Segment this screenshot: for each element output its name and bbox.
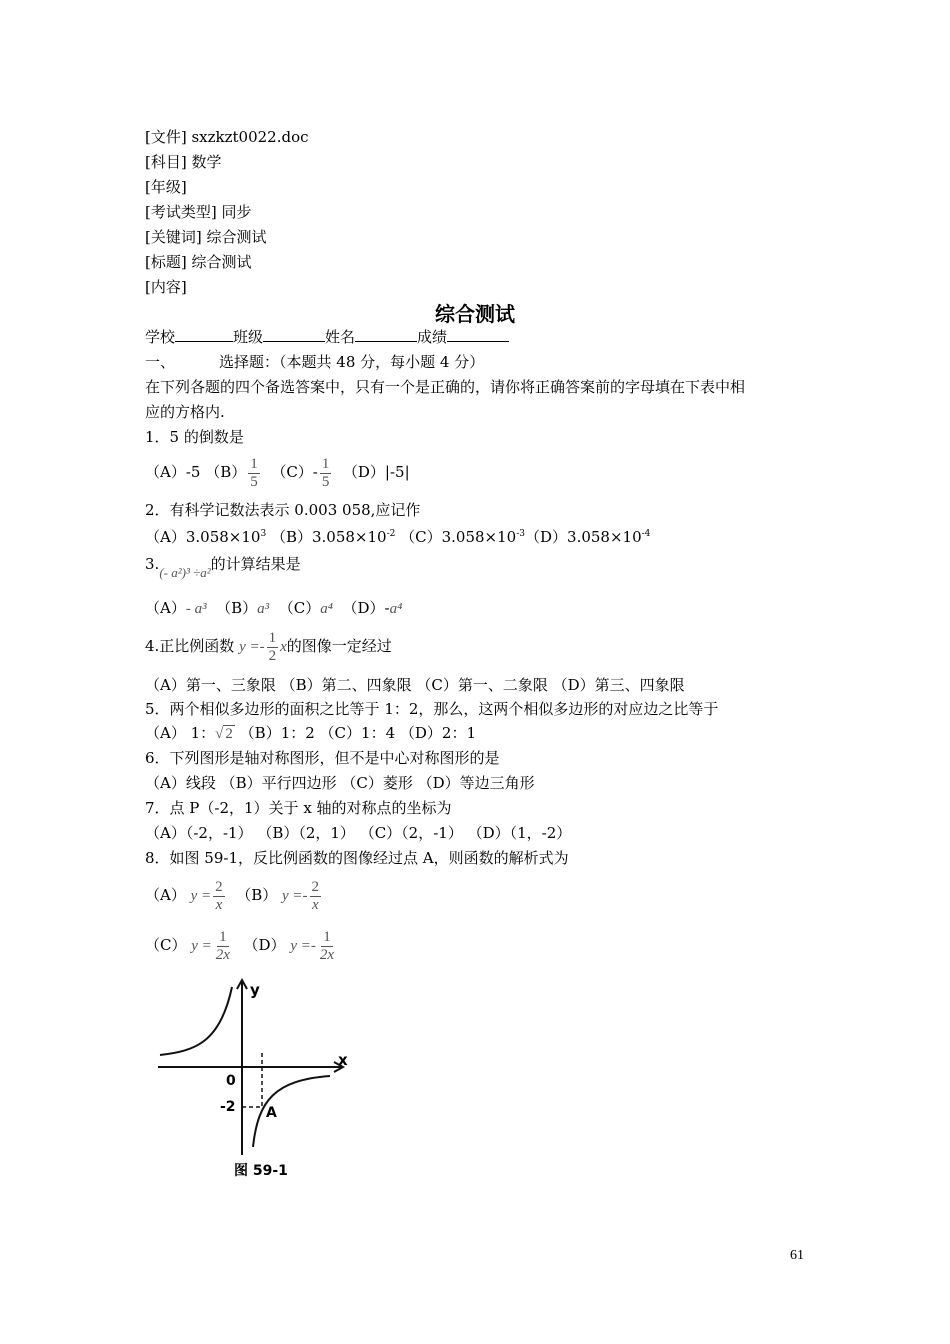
meta-grade: [年级] [145,178,187,196]
q7-options: （A）（-2，-1） （B）（2，1） （C）（2，-1） （D）（1，-2） [145,824,572,842]
q8-option-c: （C） [145,936,187,954]
q3-expression: (- a²)³ ÷a² [159,565,211,580]
q4-lead: 4.正比例函数 [145,637,235,655]
info-name: 姓名 [325,328,356,346]
page-number: 61 [790,1248,804,1263]
q1-options [145,452,410,492]
branch-upper-left [160,987,232,1055]
page-title: 综合测试 [435,302,515,326]
q5-options [145,723,476,744]
figure-caption: 图 59-1 [234,1163,288,1179]
q1-option-c-fraction: $\frac{1}{5}$ [321,455,330,490]
q8-options-cd: （C） y = $\frac{1}{2x}$ （D） y =- $\frac{1}{2x}$ [145,928,335,963]
q1-option-d: （D）|-5| [342,463,410,481]
q3-option-d: （D）- [342,599,390,617]
q2-option-b: （B）3.058×10 [270,528,387,546]
q2-option-a: （A）3.058×10 [145,528,261,546]
q2-options: $(A)3.058\times 10^3$ $(B)3.058\times 10^{-2}$ $(C)3.058\times 10^{-3}(D)3.058\times 10^{-4}$ [145,528,651,546]
q5-sqrt: √ 2 [215,726,233,742]
q6-stem: 6．下列图形是轴对称图形，但不是中心对称图形的是 [145,749,500,767]
info-score: 成绩 [417,328,448,346]
y-axis-label: y [250,981,260,999]
info-class: 班级 [233,328,264,346]
info-school: 学校 [145,328,176,346]
q3-option-b: （B） [216,599,258,617]
section1-text: 选择题：（本题共 48 分，每小题 4 分） [219,353,485,371]
x-axis-label: x [338,1051,348,1069]
q3-option-c: （C） [278,599,321,617]
q2-stem: 2．有科学记数法表示 0.003 058,应记作 [145,501,421,519]
q4-options: （A）第一、三象限 （B）第二、四象限 （C）第一、二象限 （D）第三、四象限 [145,676,685,694]
q4-fraction: $\frac{1}{2}$ [268,629,277,664]
q1-option-b-fraction: $\frac{1}{5}$ [250,455,258,490]
tick-label: -2 [220,1099,236,1115]
q8-stem: 8．如图 59-1，反比例函数的图像经过点 A，则函数的解析式为 [145,849,569,867]
instructions-line2: 应的方格内. [145,403,225,421]
q8-option-a: （A） [145,886,186,904]
figure-59-1 [150,975,360,1185]
q8-options-ab: （A） y = $\frac{2}{x}$ （B） y =- $\frac{2}{x}$ [145,878,320,913]
q3-stem [145,550,301,587]
q1-stem: 1．5 的倒数是 [145,428,244,446]
meta-content: [内容] [145,278,187,296]
q2-option-d: （D）3.058×10 [525,528,642,546]
q4-tail: 的图像一定经过 [286,637,392,655]
q6-options: （A）线段 （B）平行四边形 （C）菱形 （D）等边三角形 [145,774,535,792]
meta-keywords: [关键词] 综合测试 [145,228,267,246]
origin-label: 0 [226,1073,236,1089]
section1-heading [145,352,484,372]
q8-option-d: （D） [243,936,286,954]
q5-options-rest: （B）1：2 （C）1：4 （D）2：1 [239,724,476,742]
q5-option-a: （A） 1： [145,724,216,742]
q3-option-a: （A） [145,599,186,617]
q7-stem: 7．点 P（-2，1）关于 x 轴的对称点的坐标为 [145,799,452,817]
q5-stem: 5．两个相似多边形的面积之比等于 1：2，那么，这两个相似多边形的对应边之比等于 [145,700,719,718]
q1-option-a: （A）-5 [145,463,201,481]
meta-title: [标题] 综合测试 [145,253,252,271]
point-label: A [266,1105,277,1121]
meta-exam-type: [考试类型] 同步 [145,203,252,221]
meta-file: [文件] sxzkzt0022.doc [145,128,309,146]
meta-subject: [科目] 数学 [145,153,222,171]
branch-lower-right [253,1076,330,1147]
q3-options: （A）- a³ （B）a³ （C）a⁴ （D）-a⁴ [145,599,403,617]
q1-option-b-label: （B） [205,463,247,481]
q4-stem: 4.正比例函数 y =- $\frac{1}{2}$ x的图像一定经过 [145,629,392,664]
q3-number: 3. [145,555,160,573]
info-line [145,327,509,347]
instructions-line1: 在下列各题的四个备选答案中，只有一个是正确的，请你将正确答案前的字母填在下表中相 [145,378,746,396]
section1-number: 一、 [145,353,176,371]
q1-option-c-label: （C）- [271,463,318,481]
q3-stem-tail: 的计算结果是 [210,555,301,573]
q8-option-b: （B） [236,886,278,904]
q2-option-c: （C）3.058×10 [400,528,517,546]
